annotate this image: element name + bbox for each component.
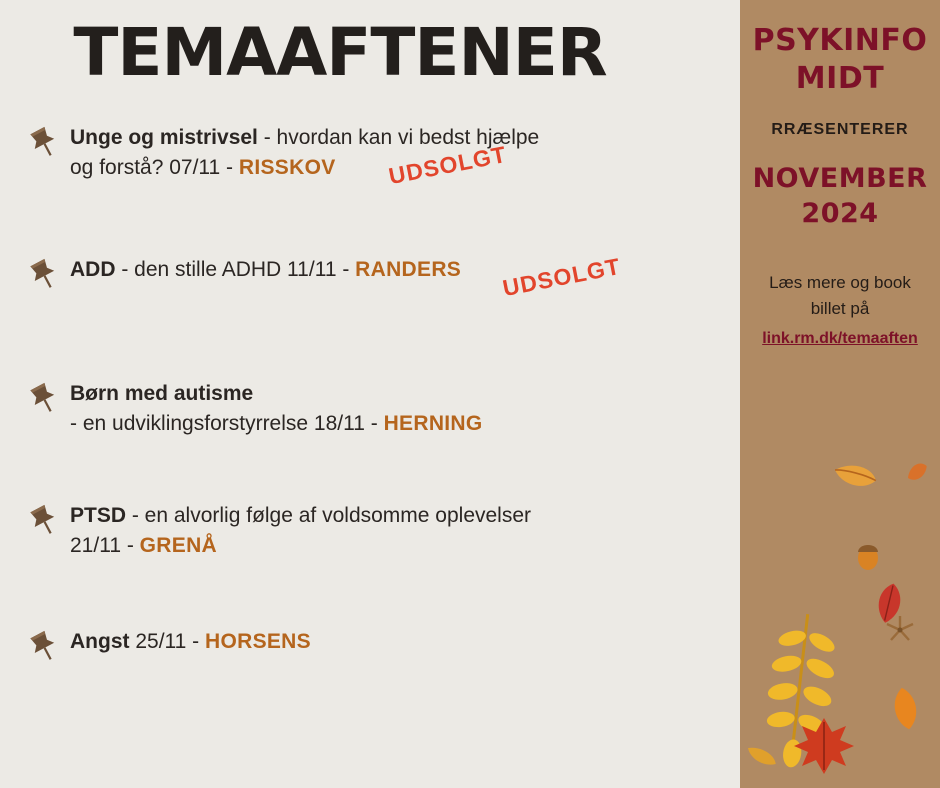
brand-line-1: PSYKINFO <box>752 23 928 58</box>
event-desc-2: 21/11 - <box>70 533 140 557</box>
event-desc-2: - en udviklingsforstyrrelse 18/11 - <box>70 411 384 435</box>
event-list <box>0 121 740 725</box>
list-item[interactable] <box>24 625 740 725</box>
status-badge: UDSOLGT <box>500 252 623 302</box>
booking-link[interactable]: link.rm.dk/temaaften <box>762 329 918 347</box>
sidebar <box>740 0 940 788</box>
brand-title <box>740 22 940 99</box>
booking-info <box>740 270 940 351</box>
pushpin-icon <box>24 253 70 293</box>
event-text <box>70 377 483 439</box>
leaf-icon <box>891 686 919 731</box>
event-text <box>70 252 623 302</box>
date-block <box>740 161 940 232</box>
pushpin-icon <box>24 499 70 539</box>
leaf-icon <box>904 461 930 483</box>
event-city: HERNING <box>383 411 483 435</box>
star-anise-icon <box>887 616 913 640</box>
year-label: 2024 <box>801 198 879 230</box>
list-item[interactable] <box>24 253 740 353</box>
pushpin-icon <box>24 377 70 417</box>
event-text <box>70 499 531 561</box>
list-item[interactable] <box>24 499 740 599</box>
autumn-leaves-decoration <box>740 0 940 788</box>
fern-leaf-icon <box>756 610 845 772</box>
event-city: RANDERS <box>355 258 462 281</box>
maple-leaf-icon <box>794 718 854 774</box>
event-title: Unge og mistrivsel <box>70 126 258 149</box>
event-desc-1: - den stille ADHD 11/11 - <box>115 258 356 281</box>
acorn-icon <box>858 545 878 570</box>
leaf-icon <box>874 581 905 625</box>
event-city: GRENÅ <box>139 533 217 557</box>
list-item[interactable] <box>24 377 740 477</box>
leaf-icon <box>745 743 779 770</box>
event-city: RISSKOV <box>238 155 336 179</box>
event-desc-1: - en alvorlig følge af voldsomme oplevelser <box>126 504 532 527</box>
event-title: Angst <box>70 630 130 653</box>
event-desc-1: 25/11 - <box>129 630 205 653</box>
pushpin-icon <box>24 625 70 665</box>
booking-line-1: Læs mere og book <box>769 273 911 293</box>
list-item[interactable] <box>24 121 740 221</box>
status-badge: UDSOLGT <box>386 140 509 190</box>
event-city: HORSENS <box>205 630 311 653</box>
event-text <box>70 625 311 657</box>
brand-line-2: MIDT <box>795 61 885 97</box>
event-desc-2: og forstå? 07/11 - <box>70 155 239 179</box>
event-title: PTSD <box>70 504 127 527</box>
event-title: Børn med autisme <box>70 382 254 405</box>
month-label: NOVEMBER <box>752 162 928 194</box>
event-text <box>70 121 540 190</box>
leaf-icon <box>832 459 878 492</box>
booking-line-2: billet på <box>810 299 870 319</box>
presents-label: RRÆSENTERER <box>771 120 909 138</box>
event-desc-1: - hvordan kan vi bedst hjælpe <box>257 126 540 149</box>
page-title: TEMAAFTENER <box>73 14 607 91</box>
pushpin-icon <box>24 121 70 161</box>
event-title: ADD <box>70 258 116 281</box>
